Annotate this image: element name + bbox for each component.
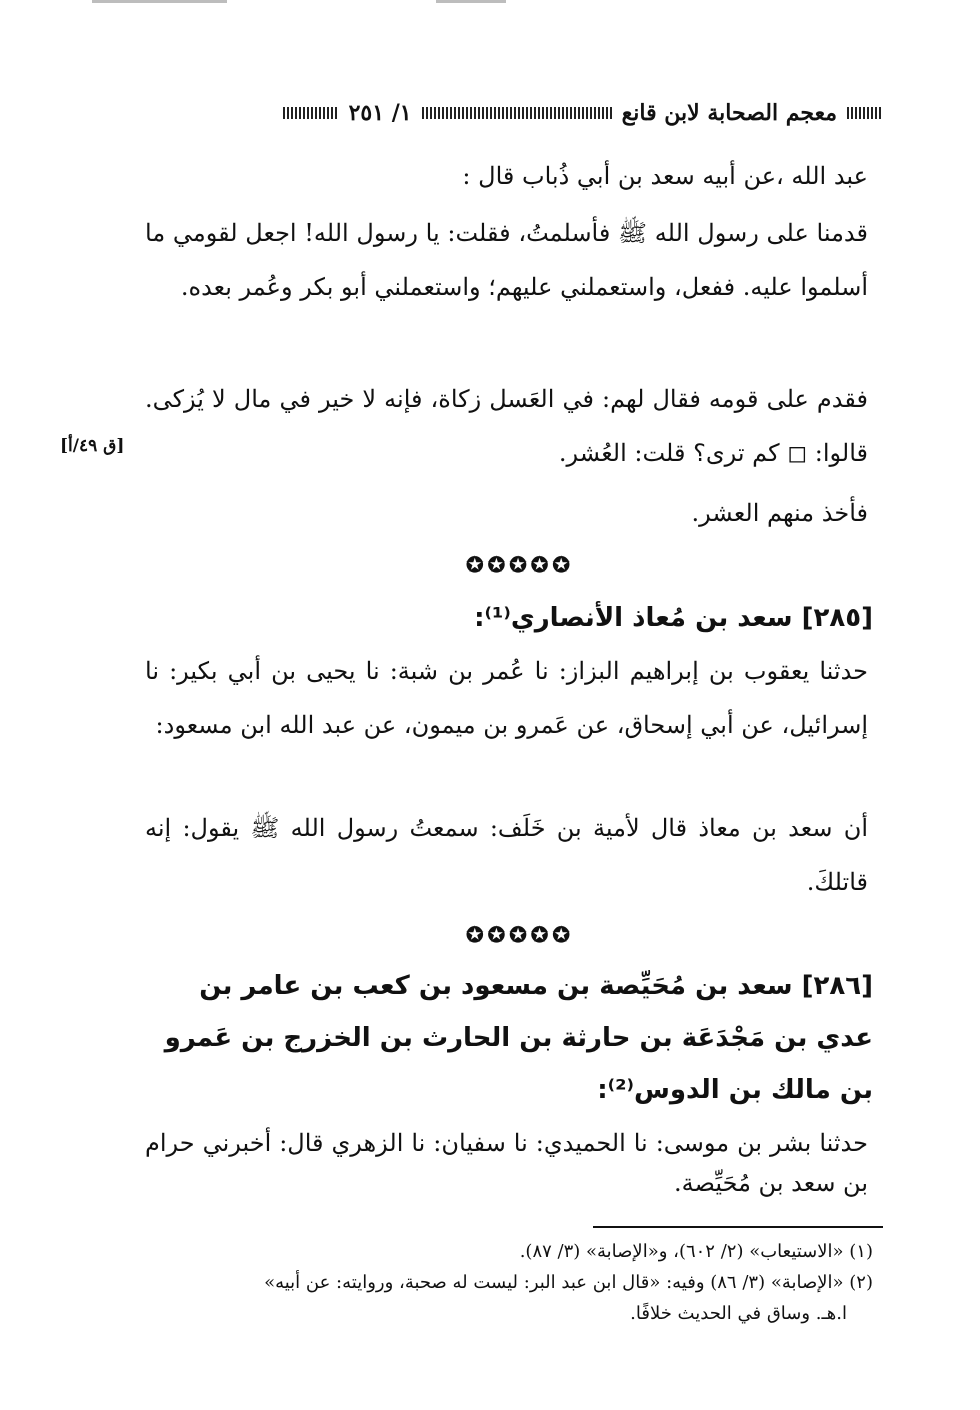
footnote-1: (١) «الاستيعاب» (٢/ ٦٠٢)، و«الإصابة» (٣/ ٨٧).: [519, 1241, 873, 1262]
running-header: [148, 98, 881, 128]
paragraph: قدمنا على رسول الله ﷺ فأسلمتُ، فقلت: يا رسول الله! اجعل لقومي ما أسلموا عليه. ففعل، واستعملني عليهم؛ واستعملني أبو بكر وعُمر بعده.: [145, 219, 868, 301]
section-divider: ✪✪✪✪✪: [466, 552, 574, 577]
footnote-separator: [593, 1226, 883, 1228]
paragraph: حدثنا بشر بن موسى: نا الحميدي: نا سفيان: نا الزهري قال: أخبرني حرام بن سعد بن مُحَيِّصة.: [145, 1129, 868, 1197]
paragraph: فأخذ منهم العشر.: [691, 499, 868, 527]
header-ornament: [283, 107, 339, 119]
page-reference: ١/ ٢٥١: [348, 100, 412, 126]
top-scan-trace: [92, 0, 227, 3]
footnote-2-continuation: ا.هـ. وساق في الحديث خلافًا.: [630, 1303, 847, 1324]
paragraph: عبد الله ،عن أبيه سعد بن أبي ذُباب قال :: [462, 162, 868, 190]
header-title: معجم الصحابة لابن قانع: [621, 100, 837, 126]
manuscript-reference: [ق ٤٩/أ]: [60, 436, 125, 456]
entry-heading-285: [٢٨٥] سعد بن مُعاذ الأنصاري⁽¹⁾:: [474, 603, 873, 633]
paragraph: أن سعد بن معاذ قال لأمية بن خَلَف: سمعتُ رسول الله ﷺ يقول: إنه قاتلكَ.: [145, 814, 868, 896]
header-ornament: [847, 107, 881, 119]
paragraph: فقدم على قومه فقال لهم: في العَسل زكاة، فإنه لا خير في مال لا يُزكى. قالوا: ◻ كم ترى؟ قلت: العُشر.: [145, 385, 868, 467]
entry-heading-286: [٢٨٦] سعد بن مُحَيِّصة بن مسعود بن كعب بن عامر بن عدي بن مَجْدَعَة بن حارثة بن الحارث بن الخزرج بن عَمرو بن مالك بن الدوس⁽²⁾:: [164, 971, 873, 1105]
paragraph: حدثنا يعقوب بن إبراهيم البزاز: نا عُمر بن شبة: نا يحيى بن أبي بكير: نا إسرائيل، عن أبي إسحاق، عن عَمرو بن ميمون، عن عبد الله ابن مسعود:: [145, 657, 868, 739]
footnote-2: (٢) «الإصابة» (٣/ ٨٦) وفيه: «قال ابن عبد البر: ليست له صحبة، وروايته: عن أبيه»: [264, 1272, 873, 1293]
section-divider: ✪✪✪✪✪: [466, 922, 574, 947]
header-ornament: [422, 107, 612, 119]
footnotes: [145, 1236, 873, 1329]
top-scan-trace: [436, 0, 506, 3]
